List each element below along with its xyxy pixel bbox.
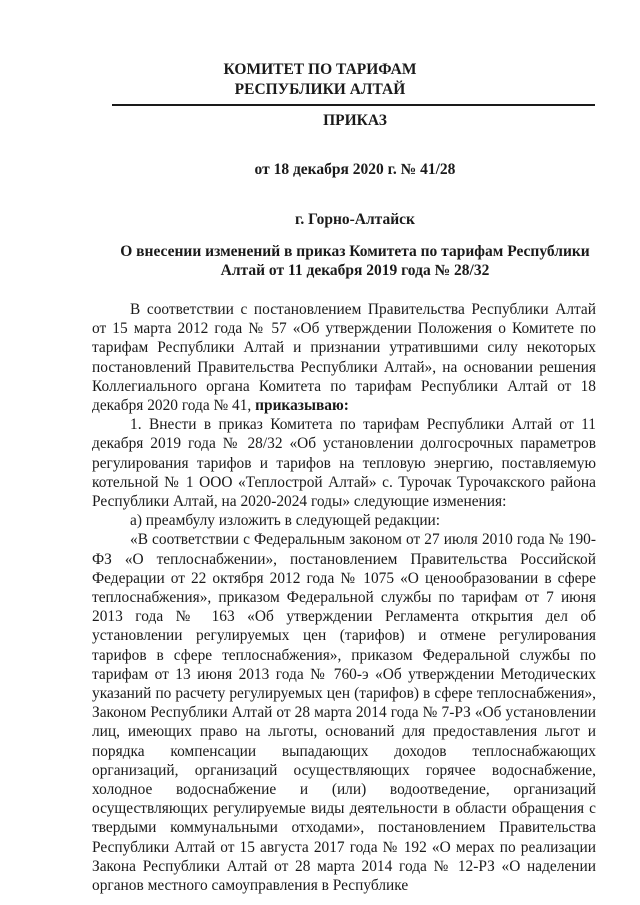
document-subject: О внесении изменений в приказ Комитета по тарифам Республики Алтай от 11 декабря 2019 года № 28/32 (120, 243, 590, 279)
document-type: ПРИКАЗ (323, 112, 387, 129)
header-divider (112, 104, 595, 106)
item-1a-paragraph: а) преамбулу изложить в следующей редакции: (130, 512, 441, 530)
document-city: г. Горно-Алтайск (295, 211, 415, 228)
intro-paragraph (92, 300, 596, 415)
item-1-paragraph: 1. Внести в приказ Комитета по тарифам Республики Алтай от 11 декабря 2019 года № 28/32 «Об установлении долгосрочных параметров регулирования тарифов и тарифов на тепловую энергию, поставляемую котельной № 1 ООО «Теплострой Алтай» с. Турочак Турочакского района Республики Алтай, на 2020-2024 годы» следующие изменения: (92, 416, 596, 511)
intro-order-word: приказываю: (255, 397, 349, 415)
quoted-preamble-paragraph: «В соответствии с Федеральным законом от 27 июля 2010 года № 190-ФЗ «О теплоснабжении», постановлением Правительства Российской Федерации от 22 октября 2012 года № 1075 «О ценообразовании в сфере теплоснабжения», приказом Федеральной службы по тарифам от 7 июня 2013 года № 163 «Об утверждении Регламента открытия дел об установлении регулируемых цен (тарифов) и отмене регулирования тарифов в сфере теплоснабжения», приказом Федеральной службы по тарифам от 13 июня 2013 года № 760-э «Об утверждении Методических указаний по расчету регулируемых цен (тарифов) в сфере теплоснабжения», Законом Республики Алтай от 28 марта 2014 года № 7-РЗ «Об установлении лиц, имеющих право на льготы, оснований для предоставления льгот и порядка компенсации выпадающих доходов теплоснабжающих организаций, организаций осуществляющих горячее водоснабжение, холодное водоснабжение и (или) водоотведение, организаций осуществляющих регулируемые виды деятельности в области обращения с твердыми коммунальными отходами», постановлением Правительства Республики Алтай от 15 августа 2017 года № 192 «О мерах по реализации Закона Республики Алтай от 28 марта 2014 года № 12-РЗ «О наделении органов местного самоуправления в Республике (92, 531, 596, 895)
document-date-number: от 18 декабря 2020 г. № 41/28 (254, 161, 456, 178)
agency-name-line2: РЕСПУБЛИКИ АЛТАЙ (234, 81, 406, 98)
intro-text: В соответствии с постановлением Правительства Республики Алтай от 15 марта 2012 года № 57 «Об утверждении Положения о Комитете по тарифам Республики Алтай и признании утратившими силу некоторых постановлений Правительства Республики Алтай», на основании решения Коллегиального органа Комитета по тарифам Республики Алтай от 18 декабря 2020 года № 41, (92, 301, 596, 415)
document-body (92, 300, 596, 895)
agency-name-line1: КОМИТЕТ ПО ТАРИФАМ (223, 61, 417, 78)
